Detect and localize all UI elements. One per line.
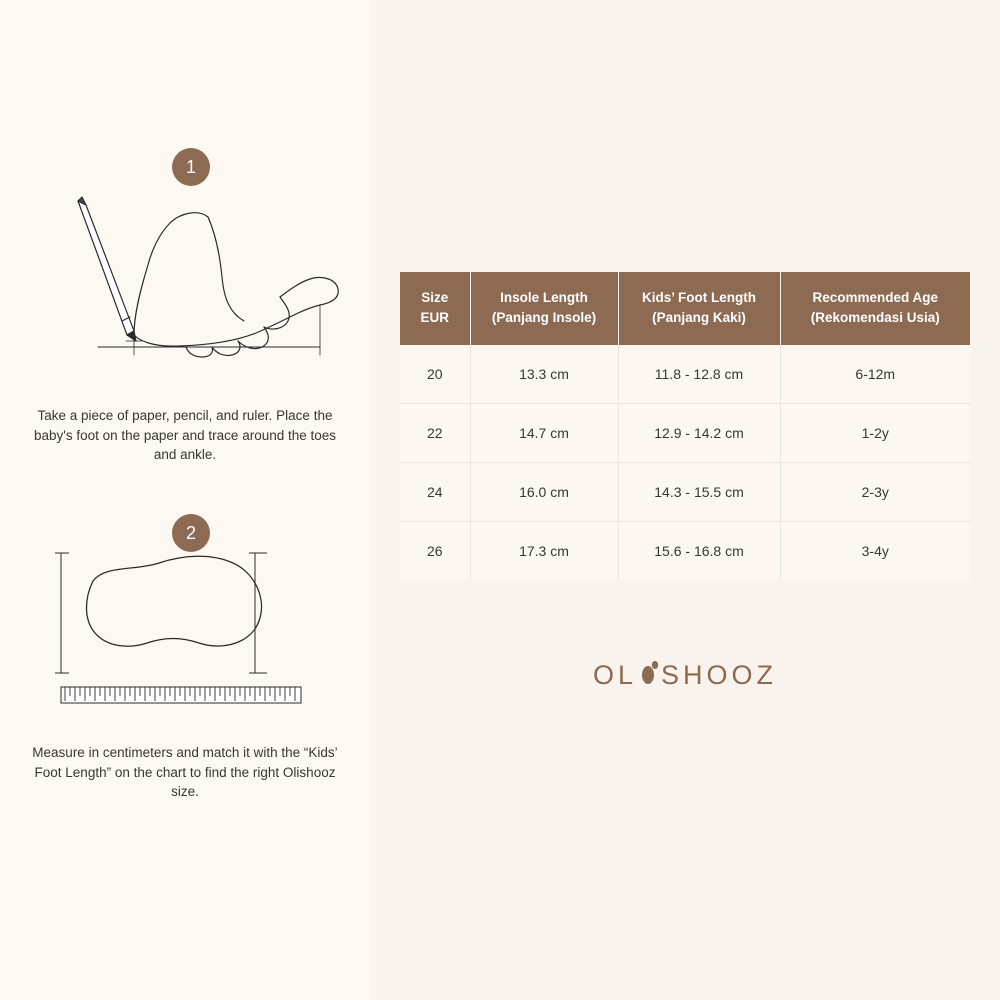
- cell-size: 26: [400, 521, 470, 580]
- header-size-line2: EUR: [420, 310, 449, 326]
- step-2-caption: Measure in centimeters and match it with the “Kids’ Foot Length” on the chart to find the right Olishooz size.: [32, 745, 338, 800]
- brand-text-left: OL: [592, 660, 637, 690]
- cell-foot: 11.8 - 12.8 cm: [618, 345, 780, 404]
- cell-foot: 14.3 - 15.5 cm: [618, 462, 780, 521]
- table-header-row: [400, 272, 970, 345]
- table-row: [400, 462, 970, 521]
- header-foot-line1: Kids’ Foot Length: [642, 290, 756, 305]
- header-size-line1: Size: [421, 290, 449, 305]
- size-table-body: [400, 345, 970, 580]
- step-1-caption: Take a piece of paper, pencil, and ruler. Place the baby's foot on the paper and trace around the toes and ankle.: [33, 408, 337, 463]
- cell-insole: 17.3 cm: [470, 521, 618, 580]
- cell-insole: 14.7 cm: [470, 403, 618, 462]
- header-insole-line1: Insole Length: [500, 290, 588, 305]
- header-foot-line2: (Panjang Kaki): [652, 310, 746, 326]
- header-age-line2: (Rekomendasi Usia): [810, 310, 940, 326]
- cell-foot: 12.9 - 14.2 cm: [618, 403, 780, 462]
- size-table: [400, 272, 970, 580]
- header-recommended-age: [780, 272, 970, 345]
- size-chart-panel: [370, 0, 1000, 1000]
- brand-text-right: SHOOZ: [661, 660, 778, 690]
- cell-insole: 16.0 cm: [470, 462, 618, 521]
- header-size: [400, 272, 470, 345]
- cell-size: 24: [400, 462, 470, 521]
- header-insole-line2: (Panjang Insole): [491, 310, 597, 326]
- foot-tracing-illustration: [30, 195, 340, 385]
- header-age-line1: Recommended Age: [812, 290, 939, 305]
- cell-size: 22: [400, 403, 470, 462]
- header-insole-length: [470, 272, 618, 345]
- cell-foot: 15.6 - 16.8 cm: [618, 521, 780, 580]
- table-row: [400, 345, 970, 404]
- size-table-head: [400, 272, 970, 345]
- cell-size: 20: [400, 345, 470, 404]
- instructions-panel: [0, 0, 370, 1000]
- table-row: [400, 403, 970, 462]
- foot-outline-ruler-illustration: [55, 545, 315, 725]
- cell-age: 1-2y: [780, 403, 970, 462]
- step-1-badge: 1: [172, 148, 210, 186]
- table-row: [400, 521, 970, 580]
- size-table-wrapper: [400, 272, 970, 580]
- brand-logo: [370, 660, 1000, 693]
- cell-insole: 13.3 cm: [470, 345, 618, 404]
- step-2-badge: 2: [172, 514, 210, 552]
- cell-age: 2-3y: [780, 462, 970, 521]
- cell-age: 6-12m: [780, 345, 970, 404]
- cell-age: 3-4y: [780, 521, 970, 580]
- footprint-icon: [639, 660, 659, 693]
- header-foot-length: [618, 272, 780, 345]
